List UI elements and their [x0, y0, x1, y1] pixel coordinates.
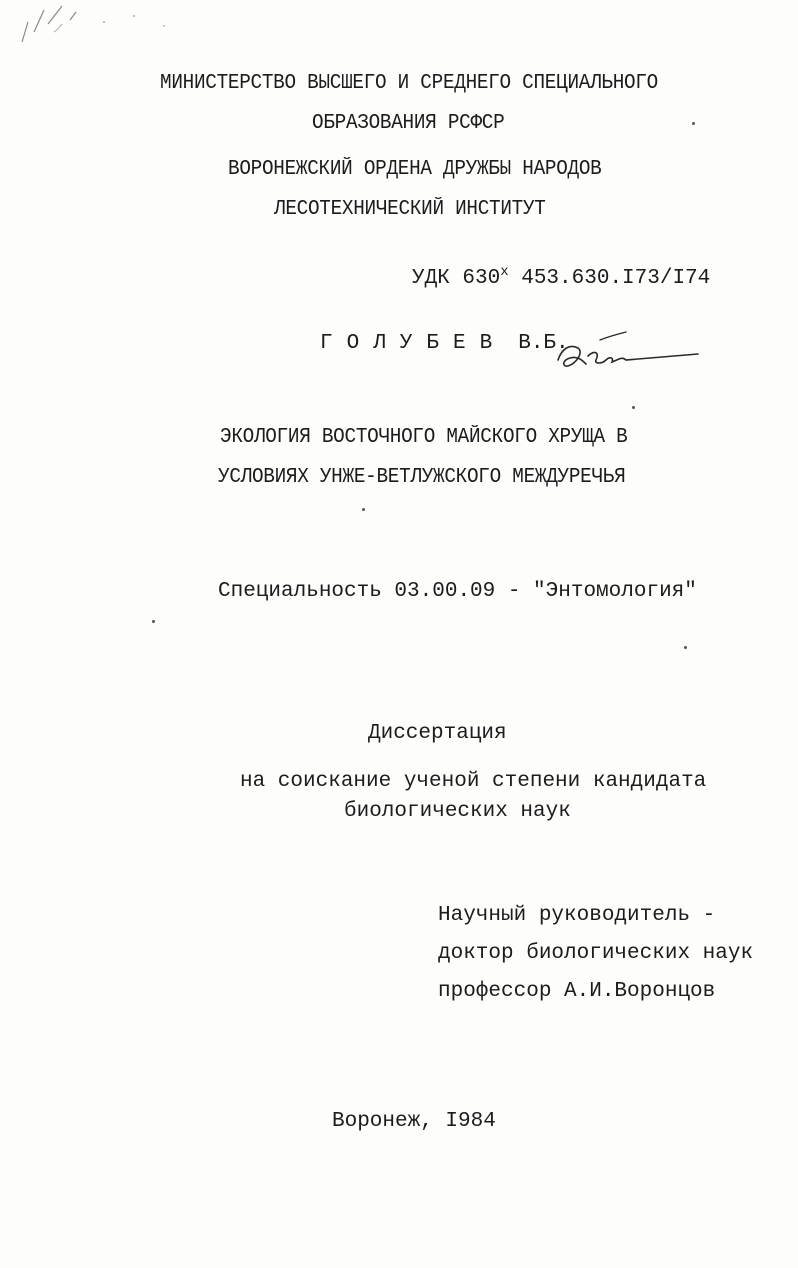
supervisor-line-3: профессор А.И.Воронцов — [438, 980, 716, 1003]
specialty: Специальность 03.00.09 - "Энтомология" — [218, 580, 697, 603]
udk-code — [412, 264, 710, 290]
speck — [684, 646, 687, 649]
dissertation-purpose-2: биологических наук — [344, 800, 571, 823]
author-surname: ГОЛУБЕВ — [320, 332, 507, 355]
udk-prefix: УДК 630 — [412, 267, 501, 290]
speck — [632, 406, 635, 409]
city-year: Воронеж, I984 — [332, 1110, 496, 1133]
speck — [362, 508, 365, 511]
institute-line-1: ВОРОНЕЖСКИЙ ОРДЕНА ДРУЖБЫ НАРОДОВ — [228, 158, 602, 181]
dissertation-label: Диссертация — [368, 722, 507, 745]
pencil-marks — [14, 2, 194, 52]
speck — [692, 122, 695, 125]
supervisor-line-1: Научный руководитель - — [438, 904, 716, 927]
ministry-line-1: МИНИСТЕРСТВО ВЫСШЕГО И СРЕДНЕГО СПЕЦИАЛЬНОГО — [160, 72, 658, 95]
title-line-2: УСЛОВИЯХ УНЖЕ-ВЕТЛУЖСКОГО МЕЖДУРЕЧЬЯ — [218, 466, 626, 489]
udk-suffix: 453.630.I73/I74 — [508, 267, 711, 290]
title-line-1: ЭКОЛОГИЯ ВОСТОЧНОГО МАЙСКОГО ХРУЩА В — [220, 426, 628, 449]
speck — [152, 620, 155, 623]
author-name — [320, 332, 569, 355]
author-initials: В.Б. — [518, 332, 569, 355]
udk-superscript: x — [500, 264, 509, 280]
author-signature — [548, 330, 708, 384]
ministry-line-2: ОБРАЗОВАНИЯ РСФСР — [312, 112, 505, 135]
dissertation-purpose-1: на соискание ученой степени кандидата — [240, 770, 707, 793]
supervisor-line-2: доктор биологических наук — [438, 942, 754, 965]
institute-line-2: ЛЕСОТЕХНИЧЕСКИЙ ИНСТИТУТ — [274, 198, 546, 221]
